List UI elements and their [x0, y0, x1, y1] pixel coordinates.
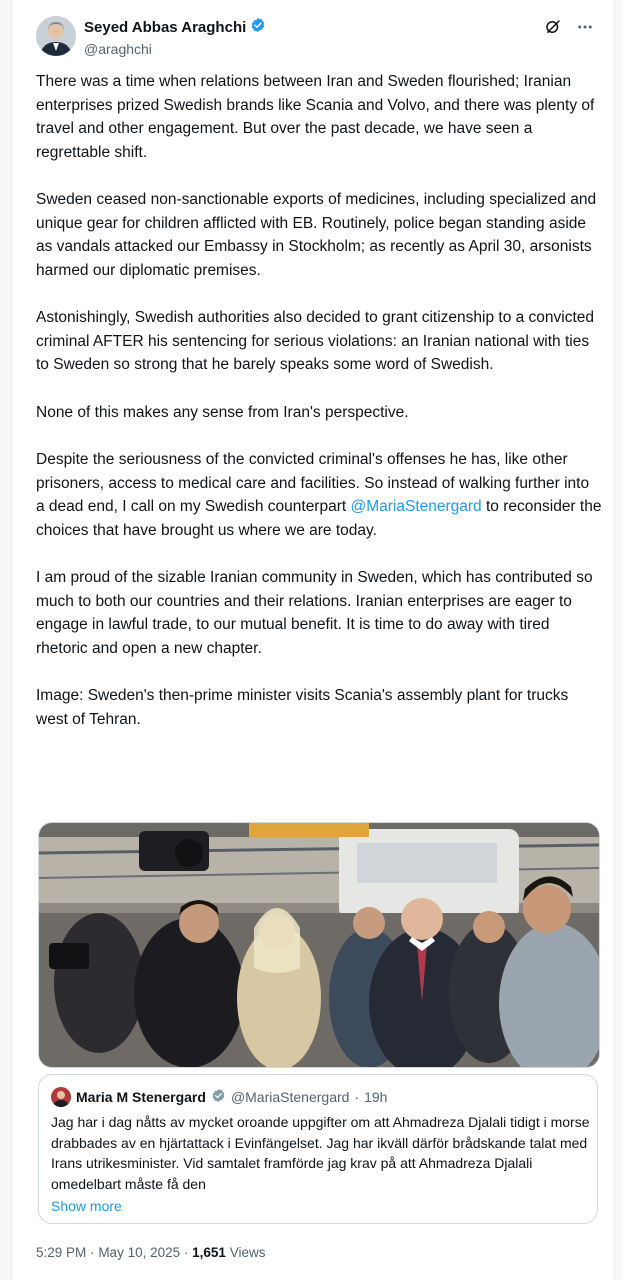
tweet-paragraph: There was a time when relations between Iran and Sweden flourished; Iranian enterprises prized Swedish brands like Scania and Volvo, and there was plenty of travel and other engagement. But over the past decade, we have seen a regrettable shift. [36, 73, 595, 161]
quote-text: Jag har i dag nåtts av mycket oroande uppgifter om att Ahmadreza Djalali tidigt i morse drabbades av en hjärtattack i Evinfängelset. Jag har ikväll därför brådskande talat med Irans utrikesminister. Vid samtalet framförde jag krav på att Ahmadreza Djalali omedelbart måste få den [51, 1114, 590, 1192]
paragraph-text: to reconsider the choices that have brought us where we are today. [36, 498, 602, 539]
author-handle[interactable]: @araghchi [84, 41, 152, 57]
verified-badge-icon [211, 1088, 226, 1107]
author-names [84, 17, 266, 59]
quote-avatar[interactable] [51, 1087, 71, 1107]
tweet-paragraph: Sweden ceased non-sanctionable exports of medicines, including specialized and unique gear for children afflicted with EB. Routinely, police began standing aside as vandals attacked our Embassy in Stockholm; as recently as April 30, arsonists harmed our diplomatic premises. [36, 191, 597, 279]
tweet-date[interactable]: May 10, 2025 [98, 1245, 181, 1260]
more-icon[interactable] [576, 18, 594, 36]
quoted-tweet[interactable] [38, 1074, 598, 1224]
tweet-header [36, 14, 594, 60]
author-name[interactable]: Seyed Abbas Araghchi [84, 17, 266, 39]
tweet-paragraph: Image: Sweden's then-prime minister visits Scania's assembly plant for trucks west of Tehran. [36, 687, 569, 728]
show-more-link[interactable]: Show more [51, 1198, 122, 1214]
paragraph-text: Despite the seriousness of the convicted criminal's offenses he has, like other prisoners, access to medical care and facilities. So instead of walking further into a dead end, I call on my Swedish counterpart [36, 451, 590, 515]
meta-separator: · [90, 1245, 95, 1260]
quote-time[interactable]: 19h [364, 1089, 388, 1105]
tweet-image[interactable] [38, 822, 600, 1068]
tweet-meta [36, 1243, 266, 1263]
quote-separator: · [354, 1089, 360, 1105]
tweet-paragraph: I am proud of the sizable Iranian community in Sweden, which has contributed so much to both our countries and their relations. Iranian enterprises are eager to engage in lawful trade, to our mutual benefit. It is time to do away with tired rhetoric and open a new chapter. [36, 569, 593, 657]
grok-icon[interactable] [544, 18, 562, 36]
views-count: 1,651 [192, 1245, 226, 1260]
tweet-time[interactable]: 5:29 PM [36, 1245, 87, 1260]
tweet-paragraph: None of this makes any sense from Iran's perspective. [36, 403, 409, 421]
quote-author-handle[interactable]: @MariaStenergard [230, 1089, 350, 1105]
author-avatar[interactable] [36, 16, 76, 56]
tweet-paragraph [36, 448, 602, 542]
verified-badge-icon [250, 17, 266, 39]
quote-author-name[interactable]: Maria M Stenergard [76, 1089, 206, 1105]
meta-separator: · [183, 1245, 189, 1260]
tweet-text [36, 70, 602, 755]
header-actions [544, 18, 594, 36]
tweet-card [11, 0, 615, 1280]
mention-link[interactable]: @MariaStenergard [350, 498, 482, 515]
quote-header [51, 1087, 585, 1107]
views-label: Views [229, 1245, 266, 1260]
tweet-paragraph: Astonishingly, Swedish authorities also decided to grant citizenship to a convicted criminal AFTER his sentencing for serious violations: an Iranian national with ties to Sweden so strong that he barely speaks some word of Swedish. [36, 309, 595, 373]
